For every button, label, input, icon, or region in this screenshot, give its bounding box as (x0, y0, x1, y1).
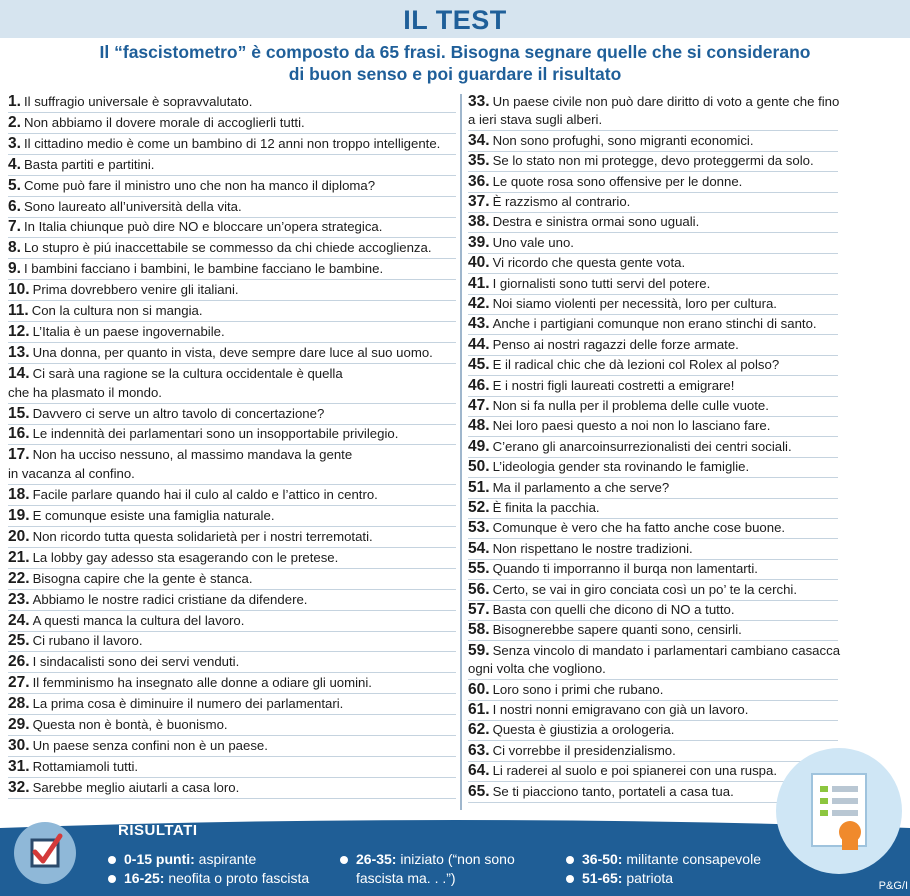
list-item (468, 582, 838, 598)
item-text: L’ideologia gender sta rovinando le famiglie. (492, 459, 750, 475)
item-number: 18. (8, 486, 30, 504)
list-item (8, 115, 456, 131)
item-text: Ci rubano il lavoro. (32, 633, 143, 649)
item-number: 19. (8, 507, 30, 524)
list-item (468, 214, 838, 230)
list-item (468, 398, 838, 414)
result-item-3: 26-35: iniziato (“non sono (340, 851, 515, 867)
list-item (8, 717, 456, 733)
item-number: 63. (468, 741, 490, 759)
list-item (468, 702, 838, 718)
result-item-1: 0-15 punti: aspirante (108, 851, 256, 867)
item-number: 47. (468, 397, 490, 414)
list-item (468, 133, 838, 149)
subtitle (0, 41, 910, 85)
page-title: IL TEST (0, 0, 910, 38)
list-item (8, 136, 456, 152)
list-item (468, 541, 838, 557)
item-number: 20. (8, 527, 30, 545)
item-number: 26. (8, 653, 30, 671)
item-text: La lobby gay adesso sta esagerando con le pretese. (32, 549, 339, 565)
item-text: Sono laureato all’università della vita. (23, 198, 242, 214)
item-number: 58. (468, 621, 490, 639)
item-text: Loro sono i primi che rubano. (492, 681, 664, 697)
item-number: 60. (468, 680, 490, 698)
item-number: 3. (8, 134, 21, 152)
item-number: 49. (468, 437, 490, 455)
result-item-3-cont: fascista ma. . .”) (356, 870, 456, 886)
list-item (468, 622, 838, 638)
list-item (468, 296, 838, 312)
result-item-2: 16-25: neofita o proto fascista (108, 870, 309, 886)
item-text: Non ricordo tutta questa solidarietà per i nostri terremotati. (32, 528, 373, 544)
list-item (468, 255, 838, 271)
item-text: Se lo stato non mi protegge, devo proteggermi da solo. (492, 153, 814, 169)
item-number: 22. (8, 569, 30, 587)
item-number: 52. (468, 499, 490, 516)
item-number: 55. (468, 560, 490, 578)
list-item (8, 654, 456, 670)
item-number: 15. (8, 404, 30, 422)
item-text: Le quote rosa sono offensive per le donne. (492, 173, 743, 189)
item-text: Destra e sinistra ormai sono uguali. (492, 214, 700, 230)
list-item (8, 406, 456, 422)
item-number: 16. (8, 425, 30, 443)
item-number: 35. (468, 152, 490, 170)
item-number: 23. (8, 590, 30, 608)
list-item (468, 94, 838, 110)
item-text: Basta partiti e partitini. (23, 156, 155, 172)
item-number: 54. (468, 539, 490, 557)
list-item (468, 153, 838, 169)
item-number: 30. (8, 736, 30, 754)
item-text: Nei loro paesi questo a noi non lo lasciano fare. (492, 418, 771, 434)
item-text: Penso ai nostri ragazzi delle forze armate. (492, 336, 739, 352)
list-item (8, 240, 456, 256)
list-item (468, 378, 838, 394)
item-text: Questa è giustizia a orologeria. (492, 722, 675, 738)
list-item (8, 571, 456, 587)
list-item (8, 157, 456, 173)
item-text-continuation: ogni volta che vogliono. (468, 661, 838, 677)
item-text-continuation: a ieri stava sugli alberi. (468, 112, 838, 128)
item-text: Il femminismo ha insegnato alle donne a odiare gli uomini. (32, 675, 372, 691)
list-item (8, 675, 456, 691)
item-number: 59. (468, 641, 490, 659)
item-number: 39. (468, 233, 490, 251)
list-item (8, 550, 456, 566)
item-number: 43. (468, 315, 490, 333)
list-item (8, 94, 456, 110)
item-text: E comunque esiste una famiglia naturale. (32, 508, 275, 523)
list-item (8, 261, 456, 277)
item-number: 24. (8, 611, 30, 629)
list-item (468, 459, 838, 475)
item-text: Ci vorrebbe il presidenzialismo. (492, 742, 676, 758)
credit: P&G/I (878, 880, 908, 892)
item-text: Prima dovrebbero venire gli italiani. (32, 282, 239, 298)
list-item (8, 487, 456, 503)
result-item-4: 36-50: militante consapevole (566, 851, 761, 867)
list-item (8, 282, 456, 298)
list-item (468, 276, 838, 292)
item-text: Comunque è vero che ha fatto anche cose buone. (492, 520, 786, 536)
item-number: 25. (8, 632, 30, 650)
list-item (8, 345, 456, 361)
list-item (8, 529, 456, 545)
item-text: È razzismo al contrario. (492, 194, 631, 209)
item-number: 44. (468, 335, 490, 353)
item-number: 8. (8, 239, 21, 257)
item-number: 42. (468, 295, 490, 312)
item-text: Vi ricordo che questa gente vota. (492, 255, 686, 271)
item-number: 27. (8, 674, 30, 692)
item-number: 17. (8, 446, 30, 464)
item-text: Li raderei al suolo e poi spianerei con una ruspa. (492, 763, 778, 779)
item-number: 11. (8, 302, 29, 319)
item-number: 50. (468, 458, 490, 476)
item-text: E il radical chic che dà lezioni col Rolex al polso? (492, 357, 780, 373)
item-text: Ci sarà una ragione se la cultura occidentale è quella (32, 365, 343, 381)
item-text: I sindacalisti sono dei servi venduti. (32, 654, 240, 670)
item-number: 57. (468, 601, 490, 618)
item-number: 5. (8, 176, 21, 194)
list-item (8, 426, 456, 442)
list-item (8, 508, 456, 524)
item-number: 13. (8, 343, 30, 361)
checkbox-icon (14, 822, 76, 884)
list-item (468, 682, 838, 698)
item-number: 41. (468, 274, 490, 292)
list-item (468, 316, 838, 332)
list-item (8, 366, 456, 382)
list-item (8, 633, 456, 649)
list-item (468, 235, 838, 251)
list-item (8, 199, 456, 215)
item-text: Bisognerebbe sapere quanti sono, censirli. (492, 622, 742, 638)
result-item-5: 51-65: patriota (566, 870, 673, 886)
list-item (8, 738, 456, 754)
list-item (8, 592, 456, 608)
item-text: Quando ti imporranno il burqa non lamentarti. (492, 561, 758, 577)
list-item (8, 219, 456, 235)
item-number: 2. (8, 113, 21, 131)
item-text: Il cittadino medio è come un bambino di 12 anni non troppo intelligente. (23, 135, 441, 151)
list-item (468, 357, 838, 373)
item-text: Bisogna capire che la gente è stanca. (32, 570, 253, 586)
list-item (468, 439, 838, 455)
item-text: Basta con quelli che dicono di NO a tutto. (492, 602, 735, 617)
list-item (8, 178, 456, 194)
item-text: A questi manca la cultura del lavoro. (32, 612, 245, 628)
item-text: Le indennità dei parlamentari sono un insopportabile privilegio. (32, 426, 399, 442)
item-text: La prima cosa è diminuire il numero dei parlamentari. (32, 696, 344, 712)
list-item (468, 500, 838, 516)
item-number: 9. (8, 260, 21, 278)
item-text: I giornalisti sono tutti servi del potere. (492, 275, 711, 291)
list-item (468, 418, 838, 434)
list-item (468, 337, 838, 353)
item-number: 7. (8, 218, 21, 236)
item-text: C’erano gli anarcoinsurrezionalisti dei centri sociali. (492, 438, 792, 454)
list-item (8, 613, 456, 629)
list-item (468, 194, 838, 210)
item-number: 51. (468, 478, 490, 496)
item-text: Non ha ucciso nessuno, al massimo mandava la gente (32, 447, 353, 463)
list-item (8, 696, 456, 712)
list-item (468, 480, 838, 496)
list-item (468, 520, 838, 536)
item-number: 4. (8, 155, 21, 173)
list-item (468, 561, 838, 577)
item-number: 1. (8, 93, 21, 110)
item-number: 33. (468, 93, 490, 110)
item-number: 64. (468, 762, 490, 780)
item-number: 32. (8, 778, 30, 796)
item-text: Il suffragio universale è sopravvalutato. (23, 94, 253, 109)
item-number: 6. (8, 197, 21, 215)
item-number: 46. (468, 376, 490, 394)
list-item (8, 303, 456, 319)
list-item (8, 780, 456, 796)
item-text-continuation: che ha plasmato il mondo. (8, 385, 456, 401)
item-text: Lo stupro è piú inaccettabile se commesso da chi chiede accoglienza. (23, 240, 432, 256)
item-text: Anche i partigiani comunque non erano stinchi di santo. (492, 316, 817, 332)
item-number: 38. (468, 213, 490, 231)
item-text: Facile parlare quando hai il culo al caldo e l’attico in centro. (32, 487, 378, 503)
list-item (8, 759, 456, 775)
item-number: 31. (8, 757, 30, 775)
item-text: Un paese senza confini non è un paese. (32, 737, 268, 753)
list-item (468, 174, 838, 190)
item-number: 48. (468, 417, 490, 435)
document-icon (776, 748, 902, 874)
item-text: Sarebbe meglio aiutarli a casa loro. (32, 779, 240, 795)
item-text: Uno vale uno. (492, 234, 574, 250)
item-number: 12. (8, 322, 30, 340)
subtitle-line-2: di buon senso e poi guardare il risultato (288, 64, 622, 84)
item-text: In Italia chiunque può dire NO e bloccare un’opera strategica. (23, 219, 383, 235)
item-text: L’Italia è un paese ingovernabile. (32, 323, 225, 339)
item-text: I bambini facciano i bambini, le bambine facciano le bambine. (23, 261, 384, 277)
item-number: 10. (8, 281, 30, 299)
item-text: Noi siamo violenti per necessità, loro per cultura. (492, 296, 777, 311)
item-text: Con la cultura non si mangia. (31, 303, 203, 318)
list-item (468, 722, 838, 738)
subtitle-line-1: Il “fascistometro” è composto da 65 frasi. Bisogna segnare quelle che si considerano (99, 42, 811, 62)
item-text: Non rispettano le nostre tradizioni. (492, 540, 693, 556)
item-text: È finita la pacchia. (492, 500, 600, 515)
item-text: Una donna, per quanto in vista, deve sempre dare luce al suo uomo. (32, 344, 433, 360)
item-text: Ma il parlamento a che serve? (492, 479, 670, 495)
item-text: Non abbiamo il dovere morale di accoglierli tutti. (23, 114, 305, 130)
list-item (468, 602, 838, 618)
item-text: Se ti piacciono tanto, portateli a casa tua. (492, 783, 734, 799)
list-item (8, 447, 456, 463)
item-number: 28. (8, 695, 30, 713)
item-number: 14. (8, 364, 30, 382)
item-text: I nostri nonni emigravano con già un lavoro. (492, 702, 749, 717)
item-text: Rottamiamoli tutti. (32, 758, 139, 774)
item-text: Non si fa nulla per il problema delle culle vuote. (492, 398, 769, 413)
item-number: 56. (468, 580, 490, 598)
item-text: E i nostri figli laureati costretti a emigrare! (492, 377, 735, 393)
item-number: 61. (468, 701, 490, 718)
item-number: 36. (468, 172, 490, 190)
item-text: Senza vincolo di mandato i parlamentari cambiano casacca (492, 642, 841, 658)
list-item (468, 641, 841, 659)
item-number: 21. (8, 548, 30, 566)
item-text: Questa non è bontà, è buonismo. (32, 717, 228, 732)
item-text: Certo, se vai in giro conciata così un po’ te la cerchi. (492, 581, 798, 597)
column-divider (460, 94, 462, 810)
item-number: 34. (468, 131, 490, 149)
item-text: Non sono profughi, sono migranti economici. (492, 132, 754, 148)
item-text: Un paese civile non può dare diritto di voto a gente che fino (492, 94, 840, 109)
item-number: 62. (468, 721, 490, 739)
item-number: 45. (468, 356, 490, 374)
item-text: Come può fare il ministro uno che non ha manco il diploma? (23, 177, 376, 193)
item-number: 40. (468, 254, 490, 272)
item-text-continuation: in vacanza al confino. (8, 466, 456, 482)
item-number: 37. (468, 193, 490, 210)
item-number: 53. (468, 519, 490, 537)
item-number: 65. (468, 782, 490, 800)
list-item (8, 324, 456, 340)
item-text: Abbiamo le nostre radici cristiane da difendere. (32, 591, 308, 607)
item-text: Davvero ci serve un altro tavolo di concertazione? (32, 405, 325, 421)
results-title: RISULTATI (118, 822, 198, 839)
item-number: 29. (8, 716, 30, 733)
